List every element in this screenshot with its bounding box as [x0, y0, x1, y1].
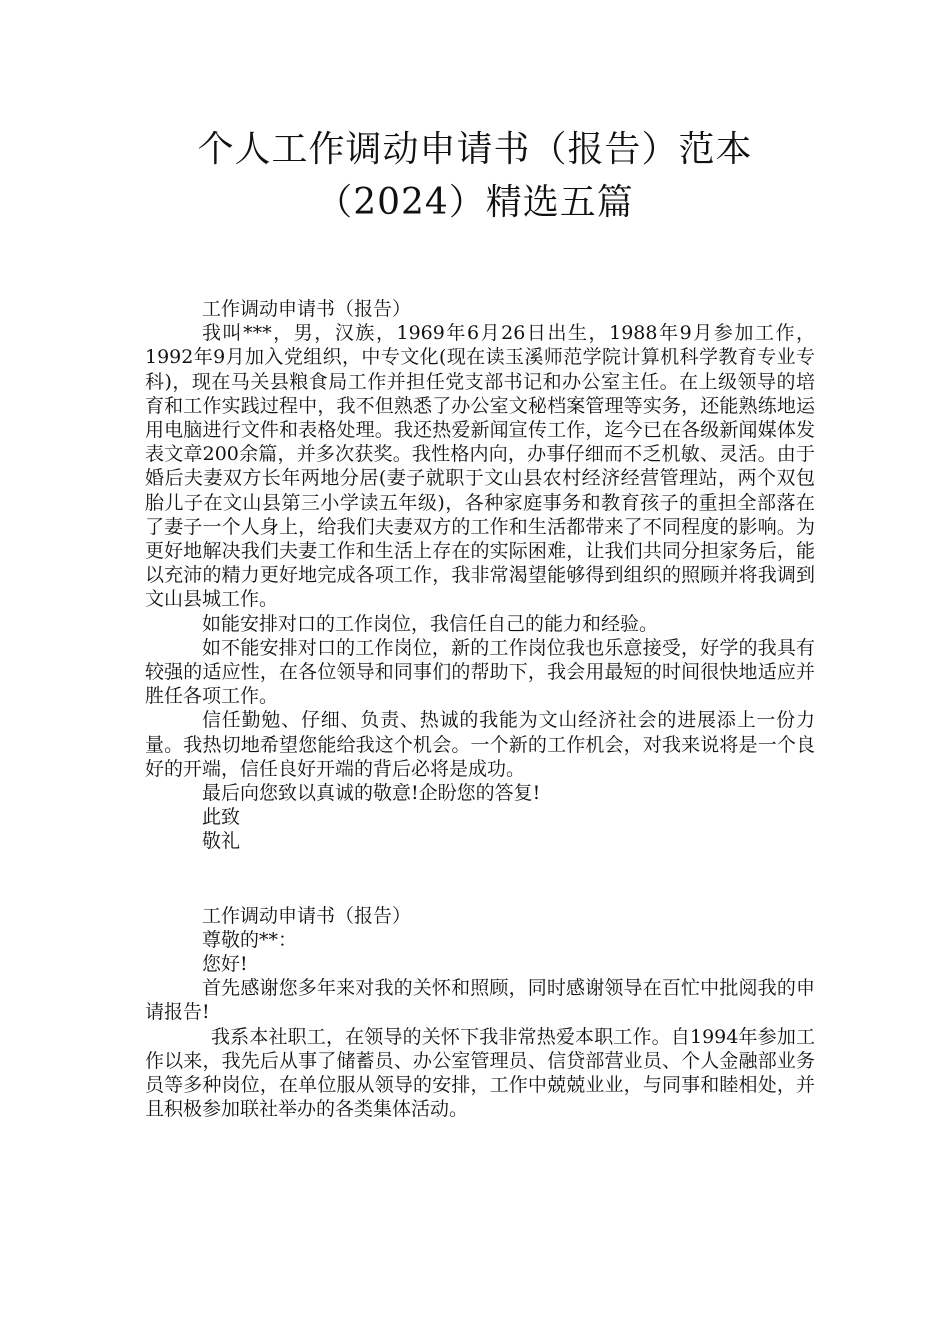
letter-2-heading: 工作调动申请书（报告） [202, 904, 412, 927]
letter-2-paragraph-1: 首先感谢您多年来对我的关怀和照顾，同时感谢领导在百忙中批阅我的申请报告! [145, 977, 815, 1024]
letter-1-paragraph-3: 如不能安排对口的工作岗位，新的工作岗位我也乐意接受，好学的我具有较强的适应性，在各位领导和同事们的帮助下，我会用最短的时间很快地适应并胜任各项工作。 [145, 636, 815, 708]
section-spacer [145, 854, 815, 904]
letter-1-paragraph-2: 如能安排对口的工作岗位，我信任自己的能力和经验。 [202, 612, 659, 635]
letter-1-paragraph-4: 信任勤勉、仔细、负责、热诚的我能为文山经济社会的进展添上一份力量。我热切地希望您能给我这个机会。一个新的工作机会，对我来说将是一个良好的开端，信任良好开端的背后必将是成功。 [145, 709, 815, 780]
letter-1-paragraph-1: 我叫***，男，汉族，1969年6月26日出生，1988年9月参加工作，1992年9月加入党组织，中专文化(现在读玉溪师范学院计算机科学教育专业专科)，现在马关县粮食局工作并担任党支部书记和办公室主任。在上级领导的培育和工作实践过程中，我不但熟悉了办公室文秘档案管理等实务，还能熟练地运用电脑进行文件和表格处理。我还热爱新闻宣传工作，迄今已在各级新闻媒体发表文章200余篇，并多次获奖。我性格内向，办事仔细而不乏机敏、灵活。由于婚后夫妻双方长年两地分居(妻子就职于文山县农村经济经营管理站，两个双包胎儿子在文山县第三小学读五年级)，各种家庭事务和教育孩子的重担全部落在了妻子一个人身上，给我们夫妻双方的工作和生活都带来了不同程度的影响。为更好地解决我们夫妻工作和生活上存在的实际困难，让我们共同分担家务后，能以充沛的精力更好地完成各项工作，我非常渴望能够得到组织的照顾并将我调到文山县城工作。 [145, 322, 815, 611]
letter-1-closing-2: 敬礼 [202, 830, 241, 853]
letter-1 [145, 297, 815, 854]
letter-1-paragraph-5: 最后向您致以真诚的敬意!企盼您的答复! [202, 782, 541, 805]
letter-2 [145, 904, 815, 1122]
letter-2-greeting: 您好! [202, 953, 248, 976]
document-title-line-1: 个人工作调动申请书（报告）范本 [197, 129, 753, 170]
letter-2-salutation: 尊敬的**： [202, 928, 298, 951]
letter-1-heading: 工作调动申请书（报告） [202, 298, 412, 320]
document-body [145, 297, 815, 1122]
document-title-line-2: （2024）精选五篇 [316, 182, 634, 223]
letter-1-closing-1: 此致 [202, 806, 241, 829]
letter-2-paragraph-2: 我系本社职工，在领导的关怀下我非常热爱本职工作。自1994年参加工作以来，我先后从事了储蓄员、办公室管理员、信贷部营业员、个人金融部业务员等多种岗位，在单位服从领导的安排，工作中兢兢业业，与同事和睦相处，并且积极参加联社举办的各类集体活动。 [145, 1025, 815, 1121]
